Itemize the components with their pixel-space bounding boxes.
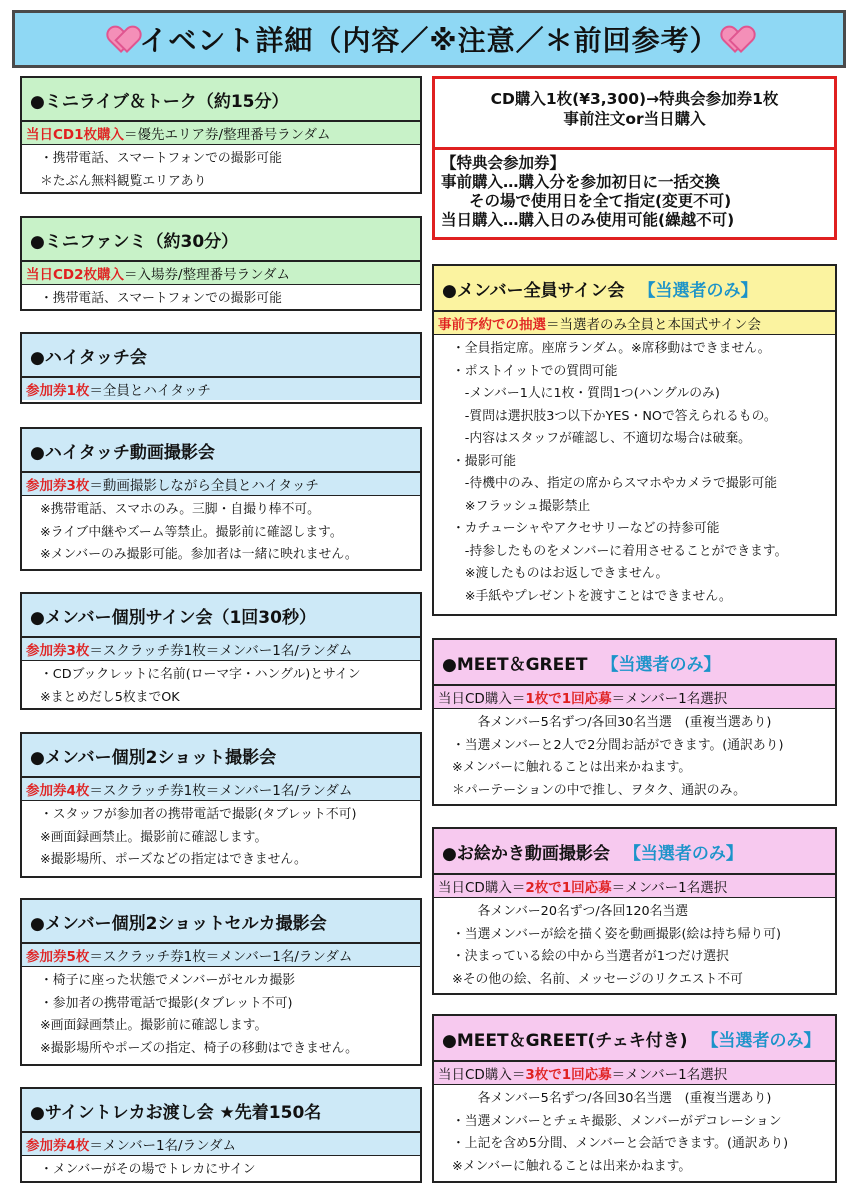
card-heading: ●ミニファンミ（約30分） <box>22 218 420 262</box>
note-line: ・ポストイットでの質問可能 <box>452 363 618 379</box>
note-line: ・全員指定席。座席ランダム。※席移動はできません。 <box>452 341 771 356</box>
note-line: ・カチューシャやアクセサリーなどの持参可能 <box>452 521 720 536</box>
note-line: ※フラッシュ撮影禁止 <box>452 498 591 514</box>
note-line: -持参したものをメンバーに着用させることができます。 <box>452 543 788 559</box>
card-2shot-photo <box>20 732 422 878</box>
note-line: ・メンバーがその場でトレカにサイン <box>40 1162 256 1177</box>
note-line: ＊たぶん無料観覧エリアあり <box>40 173 207 189</box>
page-title-bar <box>12 10 846 68</box>
winners-only-badge: 【当選者のみ】 <box>701 1030 821 1051</box>
card-heading: ●MEET＆GREET 【当選者のみ】 <box>434 640 835 686</box>
note-line: ※メンバーに触れることは出来かねます。 <box>452 760 692 775</box>
card-2shot-selfie <box>20 898 422 1066</box>
note-line: ・携帯電話、スマートフォンでの撮影可能 <box>40 151 282 166</box>
ticket-info-line: 当日購入…購入日のみ使用可能(繰越不可) <box>441 211 735 229</box>
ticket-requirement: 参加券1枚＝全員とハイタッチ <box>22 378 420 400</box>
page-title: イベント詳細（内容／※注意／＊前回参考） <box>139 24 719 57</box>
ticket-requirement: 当日CD購入＝2枚で1回応募＝メンバー1名選択 <box>434 875 835 898</box>
note-line: ※渡したものはお返しできません。 <box>452 566 669 581</box>
note-line: ※手紙やプレゼントを渡すことはできません。 <box>452 588 732 604</box>
card-sign-tradingcard <box>20 1087 422 1183</box>
ticket-requirement: 参加券5枚＝スクラッチ券1枚＝メンバー1名/ランダム <box>22 944 420 967</box>
note-line: ※メンバーに触れることは出来かねます。 <box>452 1158 692 1174</box>
ticket-requirement: 当日CD1枚購入＝優先エリア券/整理番号ランダム <box>22 122 420 145</box>
note-line: ※携帯電話、スマホのみ。三脚・自撮り棒不可。 <box>40 502 320 517</box>
heart-icon <box>723 27 749 51</box>
note-line: 各メンバー5名ずつ/各回30名当選 (重複当選あり) <box>452 715 772 730</box>
ticket-info-line: 事前購入…購入分を参加初日に一括交換 <box>441 173 721 191</box>
card-heading: ●ハイタッチ会 <box>22 334 420 378</box>
card-heading: ●メンバー全員サイン会 【当選者のみ】 <box>434 266 835 312</box>
ticket-info-heading: 【特典会参加券】 <box>441 154 566 172</box>
card-heading: ●ミニライブ＆トーク（約15分） <box>22 78 420 122</box>
card-meet-greet-cheki <box>432 1014 837 1183</box>
note-line: 各メンバー20名ずつ/各回120名当選 <box>452 904 689 919</box>
ticket-requirement: 当日CD購入＝1枚で1回応募＝メンバー1名選択 <box>434 686 835 709</box>
heart-icon <box>109 27 135 51</box>
note-line: ※画面録画禁止。撮影前に確認します。 <box>40 1018 268 1033</box>
ticket-requirement: 当日CD2枚購入＝入場券/整理番号ランダム <box>22 262 420 285</box>
card-all-member-sign <box>432 264 837 616</box>
note-line: ※メンバーのみ撮影可能。参加者は一緒に映れません。 <box>40 547 358 562</box>
note-line: 各メンバー5名ずつ/各回30名当選 (重複当選あり) <box>452 1091 772 1106</box>
ticket-requirement: 参加券4枚＝メンバー1名/ランダム <box>22 1133 420 1156</box>
card-mini-fanmeeting <box>20 216 422 311</box>
note-line: ・椅子に座った状態でメンバーがセルカ撮影 <box>40 973 296 988</box>
card-heading: ●メンバー個別2ショットセルカ撮影会 <box>22 900 420 944</box>
note-line: ※その他の絵、名前、メッセージのリクエスト不可 <box>452 971 743 987</box>
ticket-info-line: その場で使用日を全て指定(変更不可) <box>469 192 732 210</box>
note-line: ・携帯電話、スマートフォンでの撮影可能 <box>40 291 282 306</box>
card-heading: ●サイントレカお渡し会 ★先着150名 <box>22 1089 420 1133</box>
note-line: ＊パーテーションの中で推し、ヲタク、通訳のみ。 <box>452 782 746 798</box>
note-line: ・CDブックレットに名前(ローマ字・ハングル)とサイン <box>40 667 361 682</box>
note-line: ※画面録画禁止。撮影前に確認します。 <box>40 829 268 845</box>
card-mini-live <box>20 76 422 194</box>
purchase-rate: CD購入1枚(¥3,300)→特典会参加券1枚 <box>490 90 779 108</box>
note-line: ※撮影場所、ポーズなどの指定はできません。 <box>40 852 307 867</box>
winners-only-badge: 【当選者のみ】 <box>638 280 758 301</box>
note-line: ※撮影場所やポーズの指定、椅子の移動はできません。 <box>40 1040 358 1056</box>
card-hi-touch-video <box>20 427 422 571</box>
card-drawing-video <box>432 827 837 995</box>
note-line: ※まとめだし5枚までOK <box>40 689 180 705</box>
ticket-requirement: 事前予約での抽選＝当選者のみ全員と本国式サイン会 <box>434 312 835 335</box>
card-individual-sign <box>20 592 422 710</box>
ticket-requirement: 当日CD購入＝3枚で1回応募＝メンバー1名選択 <box>434 1062 835 1085</box>
ticket-requirement: 参加券3枚＝動画撮影しながら全員とハイタッチ <box>22 473 420 496</box>
card-heading: ●お絵かき動画撮影会 【当選者のみ】 <box>434 829 835 875</box>
purchase-method: 事前注文or当日購入 <box>563 110 706 128</box>
note-line: ※ライブ中継やズーム等禁止。撮影前に確認します。 <box>40 524 343 540</box>
note-line: ・参加者の携帯電話で撮影(タブレット不可) <box>40 995 293 1011</box>
winners-only-badge: 【当選者のみ】 <box>601 654 721 675</box>
card-heading: ●MEET＆GREET(チェキ付き) 【当選者のみ】 <box>434 1016 835 1062</box>
note-line: ・上記を含め5分間、メンバーと会話できます。(通訳あり) <box>452 1136 789 1151</box>
card-meet-greet <box>432 638 837 806</box>
purchase-info-box <box>432 76 837 240</box>
ticket-requirement: 参加券4枚＝スクラッチ券1枚＝メンバー1名/ランダム <box>22 778 420 801</box>
card-heading: ●メンバー個別サイン会（1回30秒） <box>22 594 420 638</box>
card-heading: ●ハイタッチ動画撮影会 <box>22 429 420 473</box>
note-line: ・スタッフが参加者の携帯電話で撮影(タブレット不可) <box>40 807 357 822</box>
note-line: ・当選メンバーとチェキ撮影、メンバーがデコレーション <box>452 1113 782 1129</box>
note-line: -待機中のみ、指定の席からスマホやカメラで撮影可能 <box>452 476 778 491</box>
winners-only-badge: 【当選者のみ】 <box>623 843 743 864</box>
ticket-requirement: 参加券3枚＝スクラッチ券1枚＝メンバー1名/ランダム <box>22 638 420 661</box>
note-line: -質問は選択肢3つ以下かYES・NOで答えられるもの。 <box>452 408 777 424</box>
note-line: -内容はスタッフが確認し、不適切な場合は破棄。 <box>452 431 751 446</box>
card-heading: ●メンバー個別2ショット撮影会 <box>22 734 420 778</box>
note-line: ・当選メンバーが絵を描く姿を動画撮影(絵は持ち帰り可) <box>452 926 782 942</box>
card-hi-touch <box>20 332 422 404</box>
note-line: ・当選メンバーと2人で2分間お話ができます。(通訳あり) <box>452 737 784 753</box>
note-line: ・撮影可能 <box>452 453 516 469</box>
note-line: ・決まっている絵の中から当選者が1つだけ選択 <box>452 949 729 964</box>
note-line: -メンバー1人に1枚・質問1つ(ハングルのみ) <box>452 386 720 401</box>
